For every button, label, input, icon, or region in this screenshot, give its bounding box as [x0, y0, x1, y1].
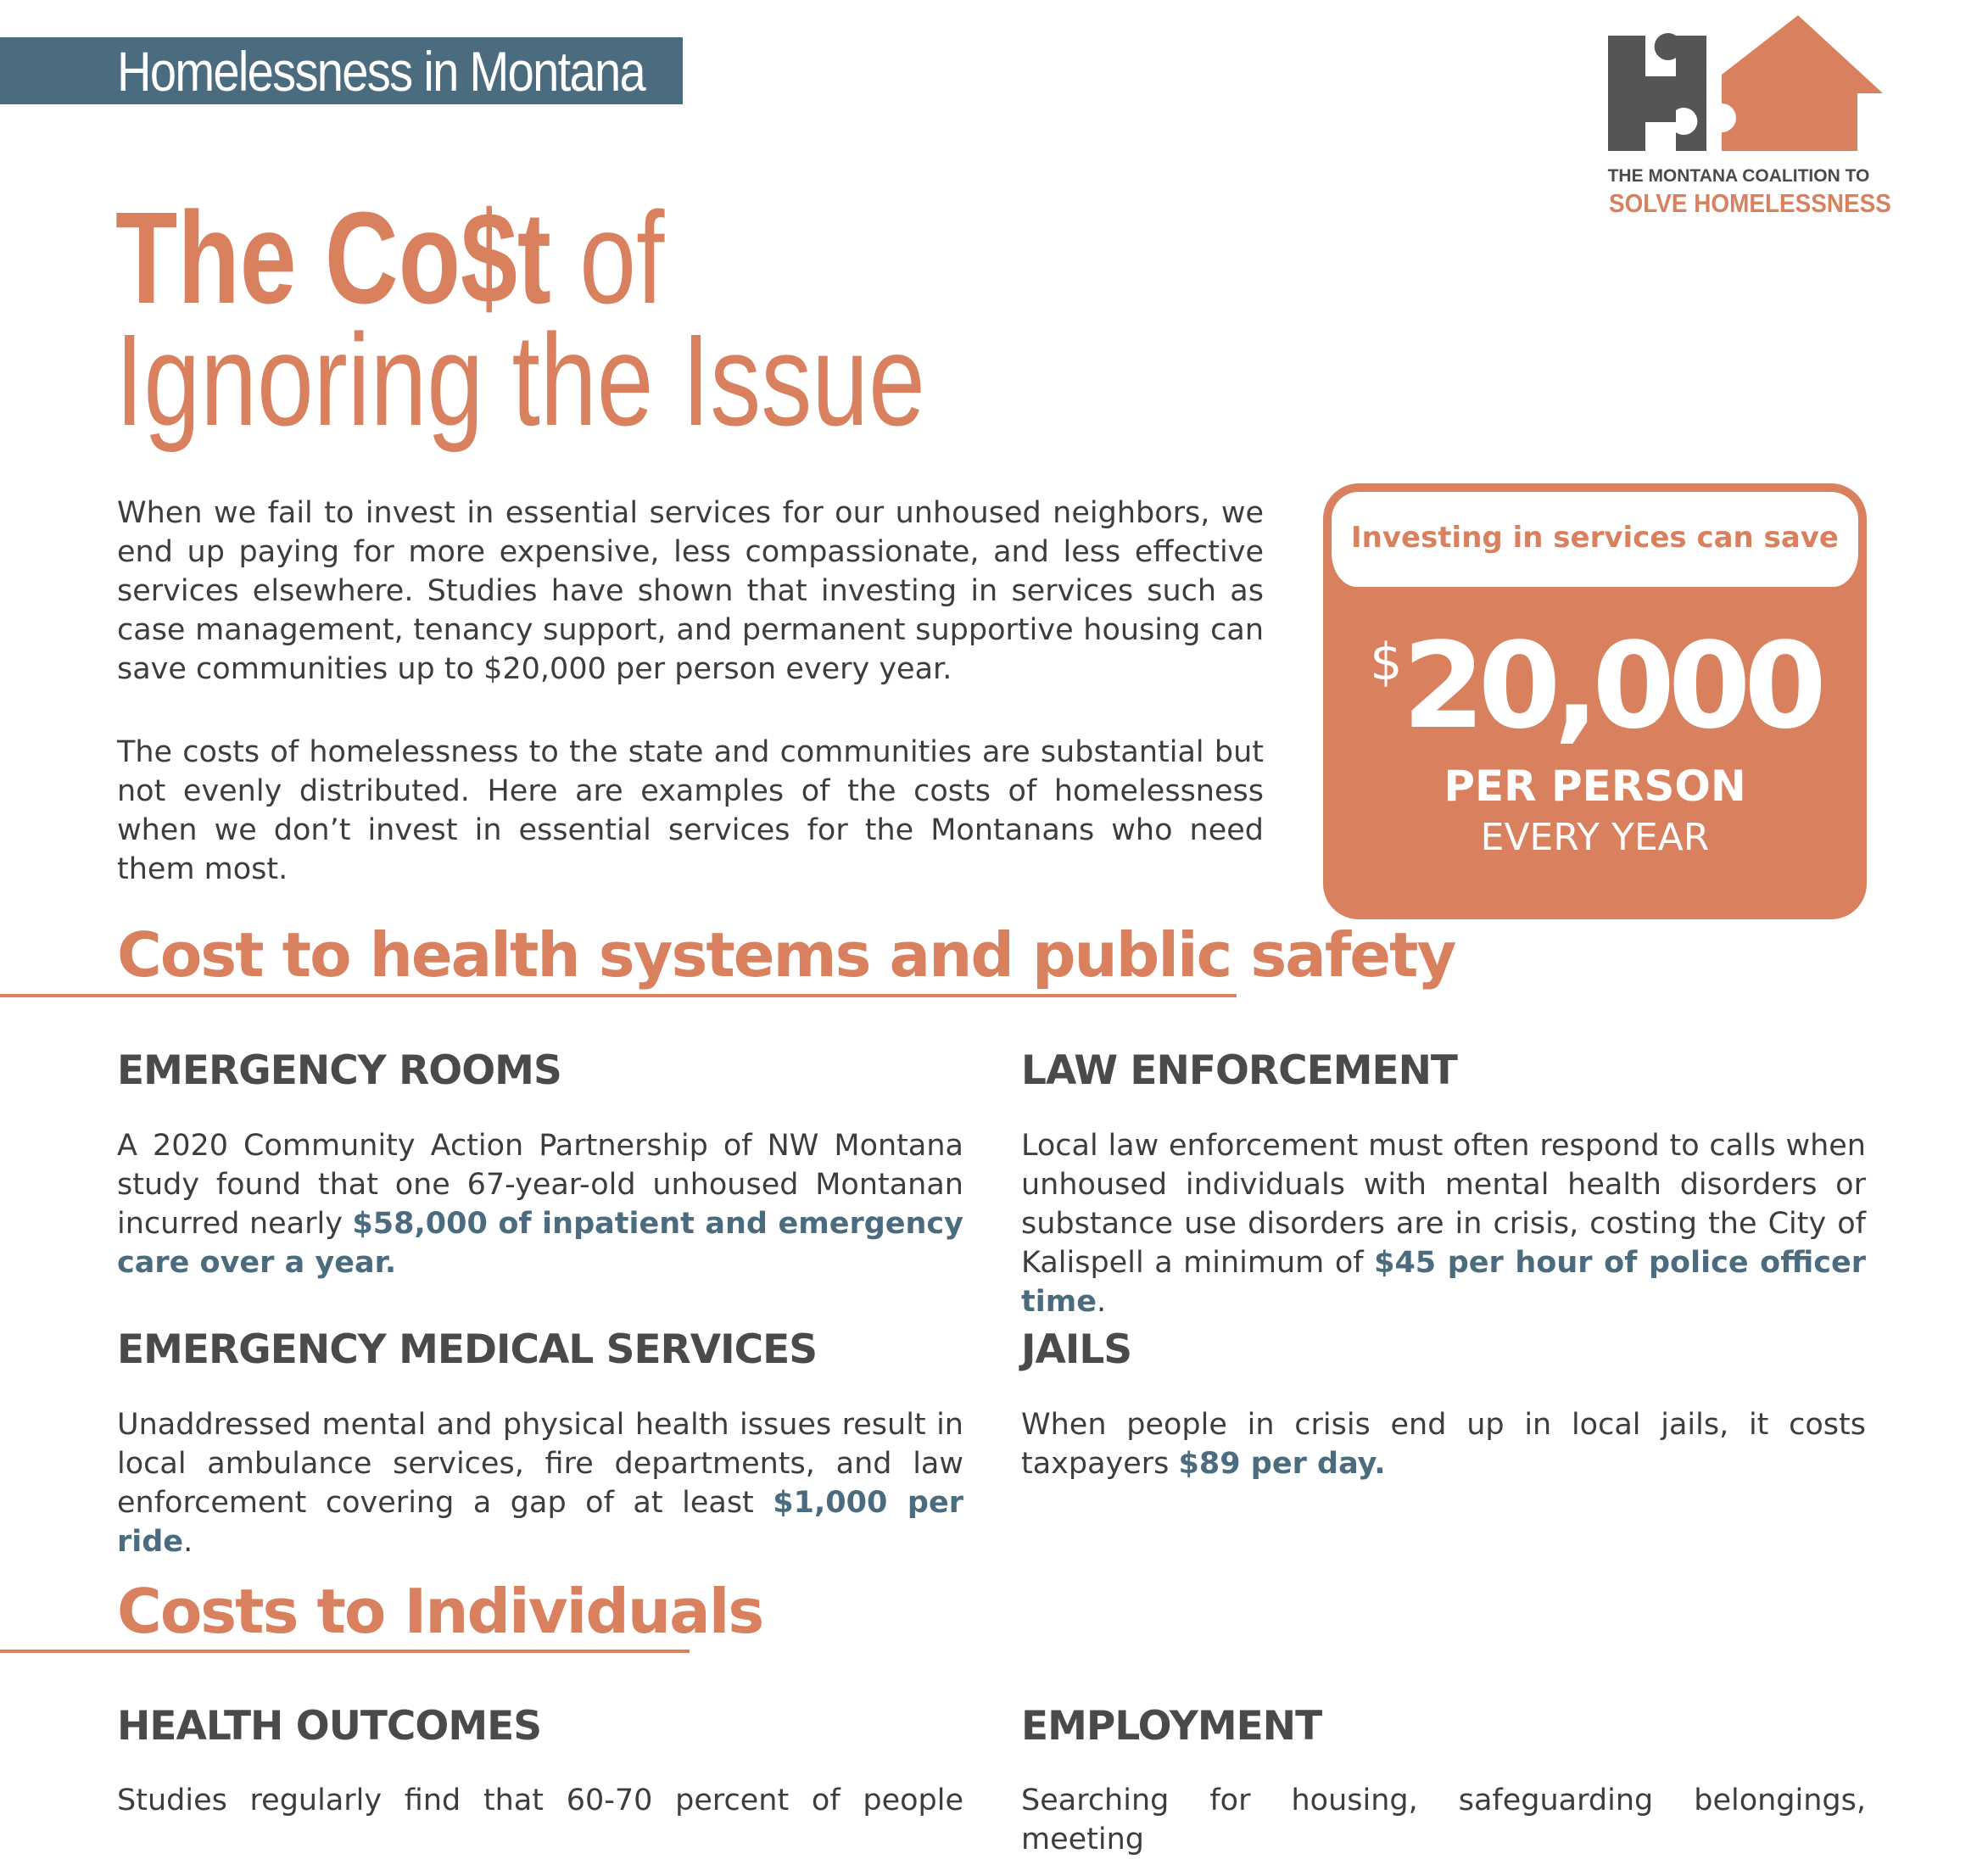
- law-enforcement-cost: $45 per hour of police officer time: [1021, 1246, 1866, 1319]
- health-outcomes-heading: HEALTH OUTCOMES: [117, 1703, 542, 1750]
- section-rule: [0, 994, 1237, 997]
- emergency-rooms-heading: EMERGENCY ROOMS: [117, 1047, 561, 1094]
- callout-per-person: PER PERSON: [1444, 762, 1746, 811]
- emergency-rooms-text: [117, 1126, 963, 1282]
- ems-text: [117, 1405, 963, 1561]
- section-heading-individuals: Costs to Individuals: [117, 1576, 763, 1647]
- jails-heading: JAILS: [1021, 1326, 1132, 1373]
- health-outcomes-text: Studies regularly find that 60-70 percent of people: [117, 1784, 963, 1817]
- ems-text-body: Unaddressed mental and physical health issues result in local ambulance services, fire departments, and law enforcement covering a gap of at least: [117, 1408, 963, 1520]
- callout-dollar-sign: $: [1370, 633, 1403, 692]
- intro-paragraph-1: When we fail to invest in essential services for our unhoused neighbors, we end up paying for more expensive, less compassionate, and less effective services elsewhere. Studies have shown that investing in services such as case management, tenancy support, and permanent supportive housing can save communities up to $20,000 per person every year.: [117, 496, 1264, 686]
- law-enforcement-text-body: Local law enforcement must often respond to calls when unhoused individuals with mental health disorders or substance use disorders are in crisis, costing the City of Kalispell a minimum of: [1021, 1129, 1866, 1280]
- ems-cost: $1,000 per ride: [117, 1486, 963, 1559]
- emergency-rooms-cost: $58,000 of inpatient and emergency care over a year.: [117, 1207, 963, 1280]
- ems-heading: EMERGENCY MEDICAL SERVICES: [117, 1326, 818, 1373]
- law-enforcement-text-end: .: [1096, 1285, 1107, 1319]
- jails-text-body: When people in crisis end up in local jails, it costs taxpayers: [1021, 1408, 1866, 1481]
- title-line-2: Ignoring the Issue: [115, 307, 925, 453]
- savings-callout: [1323, 483, 1867, 919]
- logo-line-1: THE MONTANA COALITION TO: [1607, 166, 1870, 186]
- employment-heading: EMPLOYMENT: [1021, 1703, 1322, 1750]
- title-thin-part: of: [550, 185, 665, 331]
- law-enforcement-text: [1021, 1126, 1866, 1321]
- header-banner: [0, 37, 683, 104]
- page-title: [115, 185, 925, 453]
- callout-amount: [1332, 617, 1858, 756]
- callout-lead: Investing in services can save: [1350, 521, 1839, 555]
- jails-cost: $89 per day.: [1178, 1447, 1386, 1481]
- callout-number: 20,000: [1402, 617, 1820, 756]
- section-heading-health: Cost to health systems and public safety: [117, 919, 1455, 991]
- emergency-rooms-text-body: A 2020 Community Action Partnership of NW Montana study found that one 67-year-old unhoused Montanan incurred nearly: [117, 1129, 963, 1241]
- ems-text-end: .: [183, 1525, 193, 1559]
- callout-header: [1332, 492, 1858, 587]
- jails-text: [1021, 1405, 1866, 1483]
- title-bold-part: The Co$t: [115, 185, 551, 331]
- callout-every-year: EVERY YEAR: [1480, 816, 1710, 859]
- banner-title: Homelessness in Montana: [117, 40, 645, 103]
- logo-line-2: SOLVE HOMELESSNESS: [1609, 188, 1891, 218]
- intro-paragraph-2: The costs of homelessness to the state and communities are substantial but not evenly distributed. Here are examples of the costs of homelessness when we don’t invest in essential services for the Montanans who need them most.: [117, 735, 1264, 886]
- employment-text: Searching for housing, safeguarding belongings, meeting: [1021, 1784, 1866, 1856]
- section-rule: [0, 1650, 690, 1653]
- law-enforcement-heading: LAW ENFORCEMENT: [1021, 1047, 1457, 1094]
